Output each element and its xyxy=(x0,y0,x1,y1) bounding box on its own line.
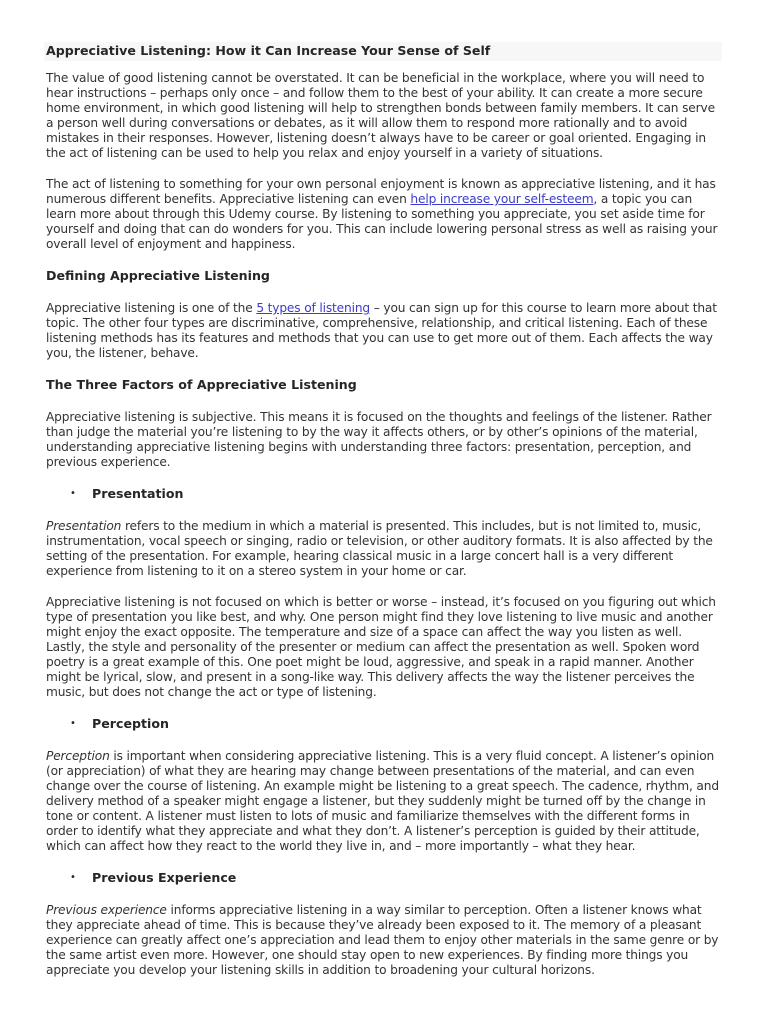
presentation-p1-text: refers to the medium in which a material is presented. This includes, but is not limited to, music, instrumentation, vocal speech or singing, radio or television, or other auditory formats. It is also affected by the setting of the presentation. For example, hearing classical music in a large concert hall is a very different experience from listening to it on a stereo system in your home or car. xyxy=(46,519,713,578)
intro-p2-text-before: The act of listening to something for your own personal enjoyment is known as appreciative listening, and it has numerous different benefits. Appreciative listening can even xyxy=(46,177,716,206)
bullet-perception xyxy=(46,716,722,732)
perception-paragraph xyxy=(46,749,722,854)
bullet-dot: • xyxy=(70,488,76,499)
previous-experience-paragraph xyxy=(46,903,722,978)
bullet-previous-experience xyxy=(46,870,722,886)
bullet-dot: • xyxy=(70,872,76,883)
bullet-perception-label: Perception xyxy=(92,716,169,731)
self-esteem-link[interactable]: help increase your self-esteem xyxy=(410,192,594,206)
intro-paragraph-1: The value of good listening cannot be overstated. It can be beneficial in the workplace, where you will need to hear instructions – perhaps only once – and follow them to the best of your ability. It can create a more secure home environment, in which good listening will help to strengthen bonds between family members. It can serve a person well during conversations or debates, as it will allow them to respond more rationally and to avoid mistakes in their responses. However, listening doesn’t always have to be career or goal oriented. Engaging in the act of listening can be used to help you relax and enjoy yourself in a variety of situations. xyxy=(46,71,715,160)
perception-text: is important when considering appreciative listening. This is a very fluid concept. A listener’s opinion (or appreciation) of what they are hearing may change between presentations of the material, and can even change over the course of listening. An example might be listening to a great speech. The cadence, rhythm, and delivery method of a speaker might engage a listener, but they suddenly might be turned off by the change in tone or content. A listener must listen to lots of music and familiarize themselves with the different forms in order to identify what they appreciate and what they don’t. A listener’s perception is guided by their attitude, which can affect how they react to the world they live in, and – more importantly – what they hear. xyxy=(46,749,719,853)
defining-text-after: – you can sign up for this course to learn more about that topic. The other four types are discriminative, comprehensive, relationship, and critical listening. Each of these listening methods has its features and methods that you can use to get more out of them. Each affects the way you, the listener, behave. xyxy=(46,301,717,360)
factors-paragraph: Appreciative listening is subjective. This means it is focused on the thoughts and feelings of the listener. Rather than judge the material you’re listening to by the way it affects others, or by other’s opinions of the material, understanding appreciative listening begins with understanding three factors: presentation, perception, and previous experience. xyxy=(46,410,712,469)
previous-text: informs appreciative listening in a way similar to perception. Often a listener knows what they appreciate ahead of time. This is because they’ve already been exposed to it. The memory of a pleasant experience can greatly affect one’s appreciation and lead them to enjoy other materials in the same genre or by the same artist even more. However, one should stay open to new experiences. By finding more things you appreciate you develop your listening skills in addition to broadening your cultural horizons. xyxy=(46,903,719,977)
perception-term: Perception xyxy=(46,749,110,763)
presentation-term: Presentation xyxy=(46,519,122,533)
defining-paragraph xyxy=(46,301,722,361)
presentation-paragraph-2: Appreciative listening is not focused on which is better or worse – instead, it’s focused on you figuring out which type of presentation you like best, and why. One person might find they love listening to live music and another might enjoy the exact opposite. The temperature and size of a space can affect the way you listen as well. Lastly, the style and personality of the presenter or medium can affect the presentation as well. Spoken word poetry is a great example of this. One poet might be loud, aggressive, and speak in a rapid manner. Another might be lyrical, slow, and present in a song-like way. This delivery affects the way the listener perceives the music, but does not change the act or type of listening. xyxy=(46,595,716,699)
types-of-listening-link[interactable]: 5 types of listening xyxy=(256,301,370,315)
document-page xyxy=(46,42,722,994)
intro-p2-text-after: , a topic you can learn more about through this Udemy course. By listening to something you appreciate, you set aside time for yourself and doing that can do wonders for you. This can include lowering personal stress as well as raising your overall level of enjoyment and happiness. xyxy=(46,192,718,251)
heading-factors: The Three Factors of Appreciative Listening xyxy=(46,377,357,392)
bullet-dot: • xyxy=(70,718,76,729)
intro-paragraph-2 xyxy=(46,177,722,252)
defining-text-before: Appreciative listening is one of the xyxy=(46,301,257,315)
bullet-presentation-label: Presentation xyxy=(92,486,184,501)
previous-term: Previous experience xyxy=(46,903,167,917)
presentation-paragraph-1 xyxy=(46,519,722,579)
bullet-presentation xyxy=(46,486,722,502)
bullet-previous-label: Previous Experience xyxy=(92,870,237,885)
document-title: Appreciative Listening: How it Can Increase Your Sense of Self xyxy=(44,42,722,61)
heading-defining: Defining Appreciative Listening xyxy=(46,268,270,283)
